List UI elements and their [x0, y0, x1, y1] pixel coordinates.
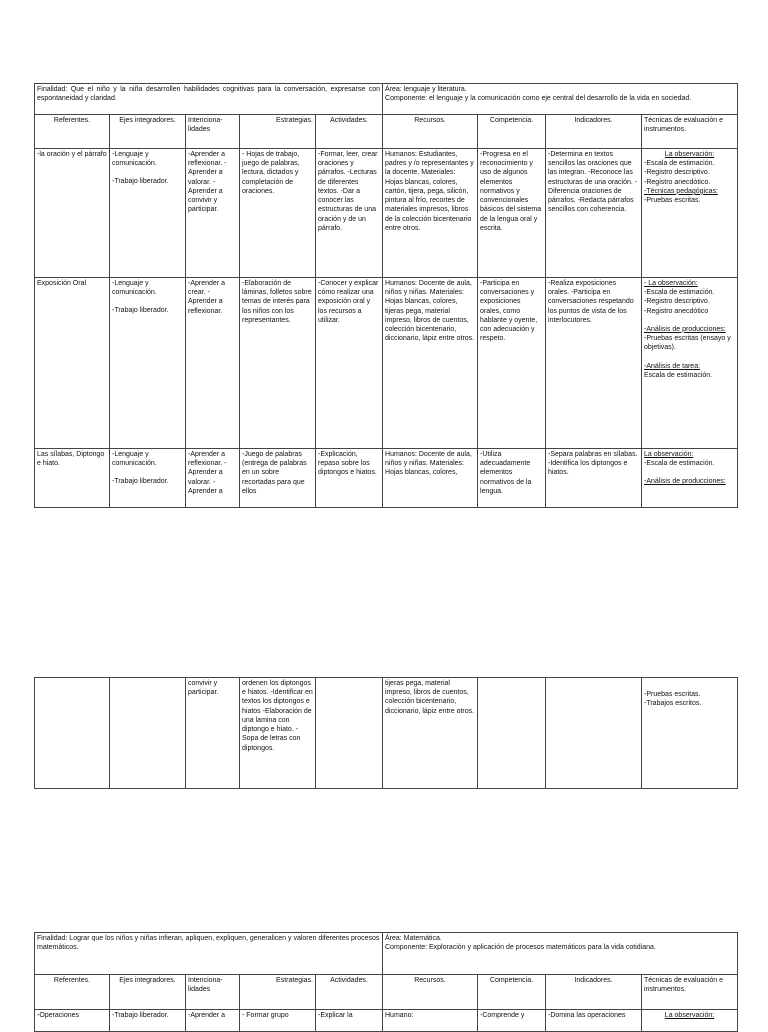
cell-competencia: -Progresa en el reconocimiento y uso de algunos elementos normativos y convencionales básicos del sistema de la lengua oral y escrita. — [478, 149, 546, 278]
cell-referentes: Exposición Oral — [35, 278, 110, 449]
eje-text: -Lenguaje y comunicación. — [112, 280, 157, 297]
table-row — [35, 278, 738, 449]
col-header-estrategias: Estrategias. — [240, 975, 316, 1010]
cell-intencionalidades: -Aprender a reflexionar. -Aprender a valorar. -Aprender a — [186, 449, 240, 508]
cell-indicadores: -Realiza exposiciones orales. -Participa en conversaciones respetando los puntos de vista de los interlocutores. — [546, 278, 642, 449]
tecnica-text: -Pruebas escritas. — [644, 197, 701, 205]
cell-actividades: -Formar, leer, crear oraciones y párrafos. -Lecturas de diferentes textos. -Dar a conocer las estructuras de una oración y de un párrafo. — [316, 149, 383, 278]
cell-referentes: -la oración y el párrafo — [35, 149, 110, 278]
col-header-recursos: Recursos. — [383, 975, 478, 1010]
cell-indicadores: -Determina en textos sencillos las oraciones que las integran. -Reconoce las estructuras de una oración. -Diferencia oraciones de párrafos. -Redacta párrafos sencillos con coherencia. — [546, 149, 642, 278]
cell-tecnicas — [642, 449, 738, 508]
cell-indicadores — [546, 678, 642, 789]
col-header-intencionalidades: Intenciona-lidades — [186, 975, 240, 1010]
cell-competencia: -Comprende y — [478, 1010, 546, 1032]
tecnica-text: La observación: — [664, 1012, 715, 1019]
cell-actividades: -Explicación, repaso sobre los diptongos e hiatos. — [316, 449, 383, 508]
cell-ejes — [110, 278, 186, 449]
col-header-indicadores: Indicadores. — [546, 975, 642, 1010]
cell-estrategias: - Hojas de trabajo, juego de palabras, lectura, dictados y completación de oraciones. — [240, 149, 316, 278]
tecnica-text: - La observación: — [644, 280, 698, 287]
cell-ejes — [110, 678, 186, 789]
cell-recursos: Humanos: Docente de aula, niños y niñas. Materiales: Hojas blancas, colores, — [383, 449, 478, 508]
tecnica-text: Escala de estimación. — [644, 371, 713, 379]
cell-recursos: Humanos: Docente de aula, niños y niñas. Materiales: Hojas blancas, colores, tijeras pega, material impreso, libros de cuentos, colección bicentenario, diccionario, lápiz entre otros. — [383, 278, 478, 449]
cell-indicadores: -Domina las operaciones — [546, 1010, 642, 1032]
tecnica-text: -Registro anecdótico. — [644, 178, 711, 186]
cell-competencia: -Utiliza adecuadamente elementos normativos de la lengua. — [478, 449, 546, 508]
col-header-actividades: Actividades. — [316, 115, 383, 149]
tecnica-text: -Registro descriptivo. — [644, 169, 710, 177]
col-header-ejes: Ejes integradores. — [110, 975, 186, 1010]
tecnica-text: -Registro anecdótico — [644, 307, 709, 315]
cell-tecnicas — [642, 149, 738, 278]
cell-referentes: -Operaciones — [35, 1010, 110, 1032]
cell-referentes: Las sílabas, Diptongo e hiato. — [35, 449, 110, 508]
eje-text: -Trabajo liberador. — [112, 178, 169, 186]
col-header-tecnicas: Técnicas de evaluación e instrumentos. — [642, 115, 738, 149]
col-header-referentes: Referentes. — [35, 115, 110, 149]
col-header-tecnicas: Técnicas de evaluación e instrumentos. — [642, 975, 738, 1010]
column-headers — [35, 975, 738, 1010]
tecnica-text: -Análisis de producciones: — [644, 478, 726, 486]
cell-actividades — [316, 678, 383, 789]
cell-intencionalidades: -Aprender a crear. -Aprender a reflexionar. — [186, 278, 240, 449]
table-header-info — [35, 84, 738, 115]
finalidad-text: Finalidad: Lograr que los niños y niñas infieran, apliquen, expliquen, generalicen y valoren diferentes procesos matemáticos. — [37, 935, 380, 952]
plan-table-continuation — [34, 677, 738, 789]
plan-table-lenguaje — [34, 83, 738, 508]
tecnica-text: -Escala de estimación. — [644, 160, 715, 168]
tecnica-text: -Registro descriptivo. — [644, 298, 710, 306]
area-text: Área: Matemática. — [385, 935, 442, 942]
cell-recursos: Humanos: Estudiantes, padres y /o representantes y la docente. Materiales: Hojas blancas, colores, cartón, tijera, pega, silicón, pintura al frío, recortes de materiales impresos, libros de la colección bicentenario entre otros. — [383, 149, 478, 278]
cell-ejes: -Trabajo liberador. — [110, 1010, 186, 1032]
cell-intencionalidades: -Aprender a reflexionar. -Aprender a valorar. -Aprender a convivir y participar. — [186, 149, 240, 278]
cell-tecnicas — [642, 278, 738, 449]
table-row — [35, 1010, 738, 1032]
tecnica-text: -Pruebas escritas (ensayo y objetivas). — [644, 335, 733, 352]
finalidad-cell — [35, 84, 383, 115]
col-header-ejes: Ejes integradores. — [110, 115, 186, 149]
col-header-recursos: Recursos. — [383, 115, 478, 149]
eje-text: -Lenguaje y comunicación. — [112, 451, 157, 468]
cell-recursos: Humano: — [383, 1010, 478, 1032]
tecnica-text: -Escala de estimación. — [644, 289, 715, 297]
col-header-intencionalidades: Intenciona-lidades — [186, 115, 240, 149]
componente-text: Componente: el lenguaje y la comunicación como eje central del desarrollo de la vida en sociedad. — [385, 95, 692, 103]
col-header-indicadores: Indicadores. — [546, 115, 642, 149]
col-header-competencia: Competencia. — [478, 975, 546, 1010]
cell-ejes — [110, 149, 186, 278]
area-cell — [383, 933, 738, 975]
tecnica-text: -Análisis de tarea: — [644, 362, 701, 370]
table-row — [35, 449, 738, 508]
eje-text: -Trabajo liberador. — [112, 478, 169, 486]
tecnica-text: -Análisis de producciones: — [644, 325, 726, 333]
col-header-referentes: Referentes. — [35, 975, 110, 1010]
cell-intencionalidades: convivir y participar. — [186, 678, 240, 789]
tecnica-text: -Trabajos escritos. — [644, 700, 702, 708]
cell-tecnicas — [642, 678, 738, 789]
cell-referentes — [35, 678, 110, 789]
table-header-info — [35, 933, 738, 975]
tecnica-text: -Escala de estimación. — [644, 460, 715, 468]
cell-indicadores: -Separa palabras en sílabas. -Identifica los diptongos e hiatos. — [546, 449, 642, 508]
finalidad-cell — [35, 933, 383, 975]
col-header-actividades: Actividades. — [316, 975, 383, 1010]
eje-text: -Lenguaje y comunicación. — [112, 151, 157, 168]
tecnica-text: La observación: — [664, 151, 715, 158]
table-row — [35, 678, 738, 789]
cell-ejes — [110, 449, 186, 508]
cell-intencionalidades: -Aprender a — [186, 1010, 240, 1032]
cell-recursos: tijeras pega, material impreso, libros de cuentos, colección bicentenario, diccionario, lápiz entre otros. — [383, 678, 478, 789]
area-text: Área: lenguaje y literatura. — [385, 86, 467, 93]
col-header-estrategias: Estrategias. — [240, 115, 316, 149]
column-headers — [35, 115, 738, 149]
tecnica-text: -Pruebas escritas. — [644, 691, 701, 698]
cell-tecnicas — [642, 1010, 738, 1032]
cell-estrategias: -Elaboración de láminas, folletos sobre temas de interés para los niños con los representantes. — [240, 278, 316, 449]
cell-competencia — [478, 678, 546, 789]
tecnica-text: -Técnicas pedagógicas: — [644, 187, 718, 195]
cell-estrategias: - Formar grupo — [240, 1010, 316, 1032]
col-header-competencia: Competencia. — [478, 115, 546, 149]
finalidad-text: Finalidad: Que el niño y la niña desarrollen habilidades cognitivas para la conversación, expresarse con espontaneidad y claridad. — [37, 86, 381, 103]
tecnica-text: La observación: — [644, 451, 694, 458]
table-row — [35, 149, 738, 278]
area-cell — [383, 84, 738, 115]
cell-actividades: -Conocer y explicar cómo realizar una exposición oral y los recursos a utilizar. — [316, 278, 383, 449]
plan-table-matematica — [34, 932, 738, 1032]
eje-text: -Trabajo liberador. — [112, 307, 169, 315]
cell-competencia: -Participa en conversaciones y exposiciones orales, como hablante y oyente, con adecuación y respeto. — [478, 278, 546, 449]
cell-actividades: -Explicar la — [316, 1010, 383, 1032]
componente-text: Componente: Exploración y aplicación de procesos matemáticos para la vida cotidiana. — [385, 944, 656, 952]
cell-estrategias: ordenen los diptongos e hiatos. -Identificar en textos los diptongos e hiatos -Elaboración de una lamina con diptongo e hiato. -Sopa de letras con diptongos. — [240, 678, 316, 789]
cell-estrategias: -Juego de palabras (entrega de palabras en un sobre recortadas para que ellos — [240, 449, 316, 508]
